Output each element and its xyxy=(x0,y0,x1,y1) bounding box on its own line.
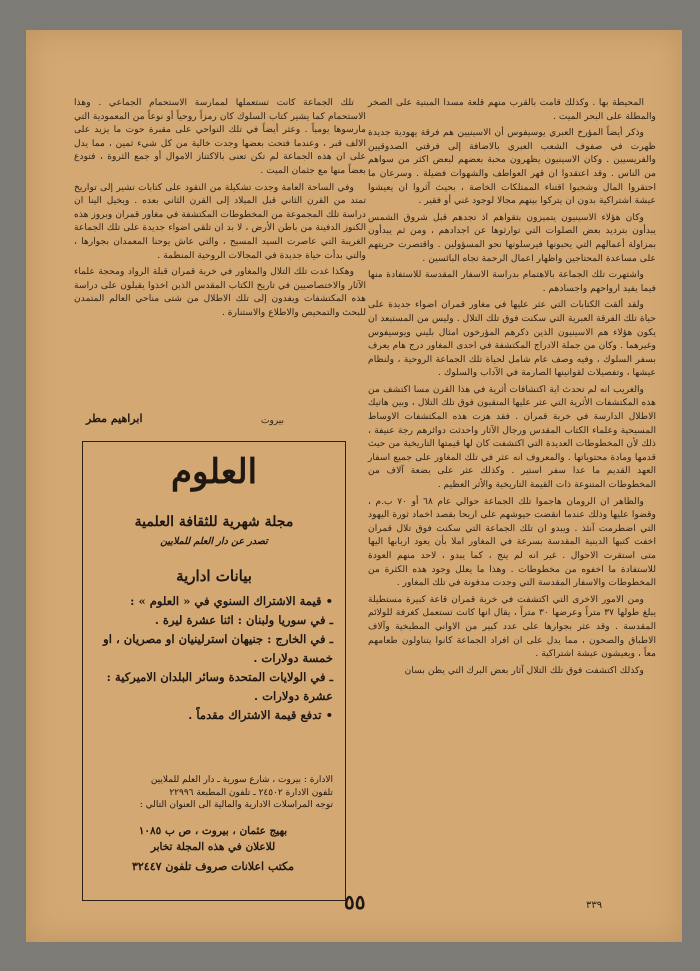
subscription-abroad: ـ في الخارج : جنيهان استرلينيان او مصريان ، او خمسة دولارات . xyxy=(103,632,333,665)
volume-page-number: ٣٣٩ xyxy=(586,900,603,911)
paragraph: وهكذا غدت تلك التلال والمغاور في خربة قمران قبلة الرواد ومحجة علماء الآثار والاختصاصيين في تاريخ الكتاب المقدس الذين اخذوا يقبلون على دراسة هذه المكتشفات ويفدون إلى تلك الاطلال من شتى مناحي العالم المتمدن للبحث والتمحيص والاطلاع والاستنارة . xyxy=(74,266,366,318)
paragraph: ولقد ألقت الكتابات التي عثر عليها في مغاور قمران اضواء جديدة على حياة تلك الفرقة العبرية التي سكنت فوق تلك التلال . وليس من المستبعد ان يكون هؤلاء هم الاسينيون الذين ذكرهم المؤرخون امثال بليني ويوسيفوس وغيرهما . وكان من جملة الادراج المكتشفة في احدى المغاور درج هام يعرف بسفر السلوك ، وفيه وصف عام شامل لحياة تلك الجماعة الروحية ، ولنظام عيشها ، وتفصيلات لقوانينها الصارمة في الآداب والسلوك . xyxy=(368,299,656,379)
paragraph: وكذلك اكتشفت فوق تلك التلال آثار بعض البرك التي يظن بسان xyxy=(404,664,644,676)
subscription-syria-lebanon: ـ في سوريا ولبنان : اثنا عشرة ليرة . xyxy=(154,613,333,627)
paragraph: واشتهرت تلك الجماعة بالاهتمام بدراسة الاسفار المقدسة للاستفادة منها فيما يفيد ارواحهم واجسادهم . xyxy=(368,269,656,294)
magazine-info-box xyxy=(82,441,346,901)
subscription-info xyxy=(93,592,333,725)
article-place: بيروت xyxy=(261,416,285,426)
article-column-right xyxy=(368,96,656,680)
phones: تلفون الادارة ٢٤٥٠٢ ـ تلفون المطبعة ٢٢٩٩٦ xyxy=(169,787,333,798)
subscription-prepay: • تدفع قيمة الاشتراك مقدماً . xyxy=(93,706,333,725)
paragraph: وذكر أيضاً المؤرخ العبري يوسيفوس أن الاسينيين هم فرقة يهودية جديدة ظهرت في صفوف الشعب العبري بالاضافة إلى فرقتي الصدوقيين والفريسيين . وكان الاسينيون يظهرون محبة بعضهم لبعض اكثر من سواهم من الناس . وقد اعتقدوا ان قهر العواطف والشهوات فضيلة . وسرعان ما احتقروا المال وشجبوا اقتناء الممتلكات الخاصة ، بحيث آثروا ان يعيشوا عيشة اشتراكية بدون ان يتركوا بينهم مجالا لوجود غني أو فقير . xyxy=(368,127,656,207)
page-number: ٥٥ xyxy=(344,890,366,914)
article-column-left xyxy=(74,96,366,323)
advertising-note: للاعلان في هذه المجلة تخابر xyxy=(150,841,276,853)
paragraph: والظاهر ان الرومان هاجموا تلك الجماعة حوالي عام ٦٨ أو ٧٠ ب.م ، وقضوا عليها وذلك عندما انقضت جيوشهم على اريحا بقصد اخماد ثورة اليهود التي اضطرمت آنئذ . ويبدو ان تلك الجماعة التي سكنت فوق تلال قمران اخفت كتبها الدينية المقدسة بسرعة في المغاور املا بأن يعود اربابها اليها متى استقرت الاحوال . غير انه لم ينج ، كما يبدو ، لاحد منهم العودة للاستفادة ما اخفوه من مخطوطات . وهذا ما يعلل وجود هذه الكثرة من المخطوطات والاسفار المقدسة التي وجدت مدفونة في تلك المغاور . xyxy=(368,495,656,589)
paragraph: ومن الامور الاخرى التي اكتشفت في خربة قمران قاعة كبيرة مستطيلة يبلغ طولها ٣٧ متراً وعرضها ٣٠ متراً ، يقال انها كانت تستعمل كغرفة للولائم المقدسة . وقد عثر بجوارها على عدد كبير من الاواني المطبخية وآلاف الاطباق والصحون ، مما يدل على ان افراد الجماعة كانوا يتناولون طعامهم معاً ، ويعيشون عيشة اشتراكية . xyxy=(368,593,657,660)
subscription-heading: • قيمة الاشتراك السنوي في « العلوم » : xyxy=(93,592,333,611)
postal-address: بهيج عثمان ، بيروت ، ص ب ١٠٨٥ xyxy=(138,825,288,837)
paragraph: المحيطة بها . وكذلك قامت بالقرب منهم قلعة مسدا المبنية على الصخر والمطلة على البحر الميت . xyxy=(368,97,656,122)
paragraph: وفي الساحة العامة وجدت تشكيلة من النقود على كتابات تشير إلى تواريخ تمتد من القرن الثاني قبل الميلاد إلى القرن الثاني بعده . ويخيل الينا ان دراسة تلك المجموعة من المخطوطات المكتشفة في مغاور قمران وبروز هذه الكنوز الدفينة من باطن الأرض ، لا بد ان تلقي اضواء جديدة على تلك الجماعة الغريبة التي عاصرت السيد المسيح ، والتي عاش يوحنا المعمدان بجوارها ، والتي بدأت حياة جديدة في المجالات الروحية المنظمة . xyxy=(74,181,366,261)
paragraph: وكان هؤلاء الاسينيون يتميزون بتقواهم اذ تجدهم قبل شروق الشمس يبدأون بترديد بعض الصلوات التي توارثوها عن اجدادهم ، ومن ثم يبدأون بمزاولة أعمالهم التي يحبونها فيرسلونها نحو المسؤولين . واقتصرت حريتهم على مساعدة المحتاجين واظهار اعمال الرحمة تجاه البائسين . xyxy=(368,211,656,264)
article-author: ابراهيم مطر xyxy=(86,412,143,425)
paragraph: والغريب انه لم تحدث اية اكتشافات أثرية في هذا القرن مسا اكتشف من هذه المكتشفات الأثرية التي عثر عليها المنقبون فوق تلك التلال ، وبين هاتيك الاطلال الدارسة في خربة قمران . فقد هزت هذه المكتشفات الاوساط المسيحية وعلماء الكتاب المقدس ورجال الآثار واحدثت دوائرهم رجة عنيفة ، ذلك لأن المخطوطات العديدة التي اكتشفت كان لها قيمتها التاريخية من حيث قدمها ومادة محتوياتها . والمعروف انه عثر في تلك المغاور على جميع اسفار العهد القديم ما عدا سفر استير . وكذلك عثر على بضعة آلاف من المخطوطات المتنوعة ذات القيمة التاريخية والأثر العظيم . xyxy=(368,383,656,491)
magazine-logo: العلوم xyxy=(170,452,258,492)
correspondence-note: توجه المراسلات الادارية والمالية الى العنوان التالي : xyxy=(139,800,333,810)
ad-office: مكتب اعلانات صروف تلفون ٣٢٤٤٧ xyxy=(131,860,295,873)
address: الادارة : بيروت ، شارع سورية ـ دار العلم للملايين xyxy=(150,775,333,785)
magazine-subtitle: مجلة شهرية للثقافة العلمية xyxy=(134,514,294,530)
magazine-tagline: تصدر عن دار العلم للملايين xyxy=(160,536,268,547)
page-sheet xyxy=(26,30,682,942)
contact-info xyxy=(93,774,333,812)
paragraph: تلك الجماعة كانت تستعملها لممارسة الاستحمام الجماعي . وهذا الاستحمام كما يشير كتاب السلوك كان رمزاً روحياً أو نوعاً من المعمودية التي مارسوها يومياً . وعثر أيضاً في تلك النواحي على مقبرة حوت ما يزيد على الالف قبر ، وعندما فتحت بعضها وجدت خالية من كل شيء ثمين ، مما يدل على ان هذه الجماعة لم تكن تعنى بالاكتناز الاموال أو جمع الثروة ، فتودع بعضاً منها مع جثمان الميت . xyxy=(74,97,366,176)
admin-section-title: بيانات ادارية xyxy=(176,567,252,585)
subscription-usa: ـ في الولايات المتحدة وسائر البلدان الاميركية : عشرة دولارات . xyxy=(106,670,333,703)
